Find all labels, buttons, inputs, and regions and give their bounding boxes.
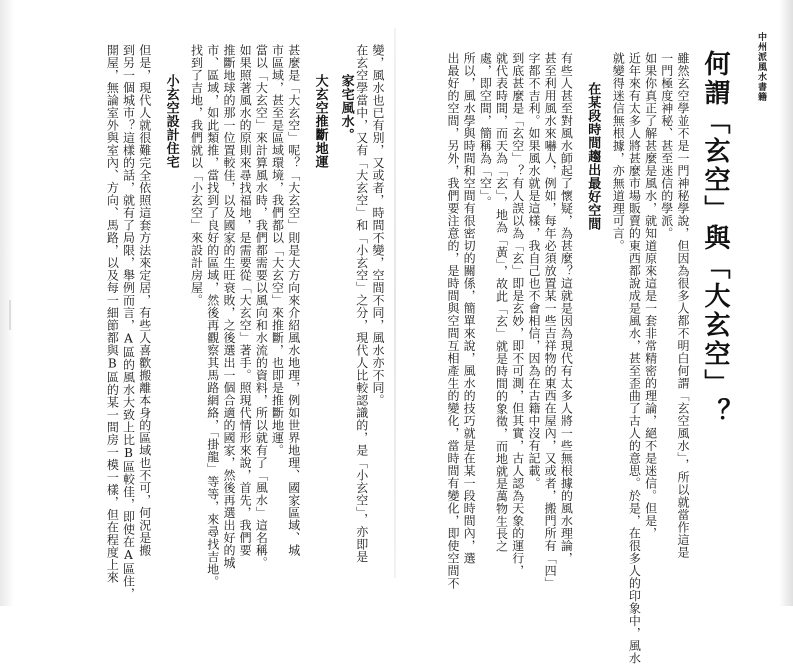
right-page-subheading: 在某段時間趨出最好空間 [585, 82, 601, 231]
right-page-text-column: 就代表時間，而天為「玄」，地為「黃」，故此「玄」就是時間的象徵，而地就是萬物生長之 [494, 52, 509, 553]
chapter-title: 何謂「玄空」與「大玄空」？ [700, 50, 730, 427]
left-page-text-column: 到另一個城市？這樣的話，就有了局限，舉例而言，A區的風水大致上比B區較佳，即使在A區住， [121, 44, 136, 600]
left-page-text-column: 開屋，無論室外與室內、方向、馬路，以及每一細節都與B區的某一間房一模一樣，但在程度上來 [105, 44, 120, 584]
left-page-text-column: 市、區域，如此類推，當找到了良好的區域，然後再觀察其馬路網絡，「掛龍」等等，來尋找吉地。 [205, 44, 220, 588]
right-page-text-column: 甚至利用風水來嚇人，例如，每年必須放置某一些吉祥物的東西在屋內，又或者，搬門所有「四」 [543, 52, 558, 590]
right-page-text-column: 雖然玄空學並不是一門神秘學說，但因為很多人都不明白何謂「玄空風水」，所以就當作這是 [676, 52, 690, 559]
left-page-text-column: 推斷地球的那一位置較佳，以及國家的生旺衰敗，之後選出一個合適的國家，然後再選出好的城 [221, 44, 236, 569]
right-page-text-column: 到底甚麼是「玄空」？有人誤以為「玄」即是玄妙，即不可測，但其實，古人認為天象的運行， [510, 52, 525, 577]
left-page-text-column: 如果照著風水的原則來尋找福地，是需要從「大玄空」著手。照現代情形來說，首先，我們要 [238, 44, 253, 557]
left-page-subheading: 小玄空設計住宅 [163, 74, 179, 169]
right-page-text-column: 就變得迷信無根據，亦無道理可言。 [611, 52, 626, 252]
left-page-text-column: 在玄空學當中，又有「大玄空」和「小玄空」之分，現代人比較認識的，是「小玄空」，亦即是 [354, 44, 369, 563]
left-page-text-column: 找到了吉地，我們就以「小玄空」來設計房屋。 [189, 44, 204, 307]
right-page-text-column: 所以，風水學與時間和空間有很密切的關係，簡單來說，風水的技巧就是在某一段時間內，選 [462, 52, 477, 565]
left-page-subheading: 家宅風水。 [338, 74, 354, 142]
left-page-text-column: 但是，現代人就很難完全依照這套方法來定居，有些人喜歡搬離本身的區域也不可，何況是搬 [137, 44, 152, 557]
right-page-text-column: 字都不吉利。如果風水就是這樣，我自己也不會相信，因為在古籍中沒有記載。 [526, 52, 541, 490]
left-page-text-column: 甚麼是「大玄空」呢？「大玄空」則是大方向來介紹風水地理，例如世界地理、國家區域、城 [286, 44, 301, 557]
running-header: 中州派風水書籍 [756, 32, 766, 102]
right-page-text-column: 如果你真正了解甚麼是風水，就知道原來這是一套非常精密的理論，絕不是迷信。但是， [643, 52, 658, 540]
right-page-text-column: 處，即空間，簡稱為「空」。 [478, 52, 493, 209]
right-page-text-column: 一門極度神秘、甚至迷信的學派。 [659, 52, 674, 240]
left-page-text-column: 當以「大玄空」來計算風水時，我們都需要以風向和水流的資料，所以就有了「風水」這名稱。 [254, 44, 269, 569]
left-page-subheading: 大玄空推斷地運 [312, 74, 328, 169]
left-page-text-column: 市區域，甚至是區域環境，我們都以「大玄空」來推斷，也即是推斷地運。 [270, 44, 285, 457]
right-page-text-column: 有些人甚至對風水師起了懷疑，為甚麼？這就是因為現代有太多人將一些無根據的風水理論， [559, 52, 574, 565]
right-page-text-column: 近年來有太多人將甚麼市場販賣的東西都說成是風水，甚至歪曲了古人的意思。於是，在很多人的印象中，風水 [627, 52, 642, 665]
page-edge-mark [9, 300, 11, 330]
left-page-text-column: 變，風水也已有別，又或者，時間不變，空間不同，風水亦不同。 [371, 44, 385, 407]
right-page-text-column: 出最好的空間，另外，我們要注意的，是時間與空間互相產生的變化，當時間有變化，即使空間不 [445, 52, 460, 590]
book-gutter [394, 28, 396, 578]
